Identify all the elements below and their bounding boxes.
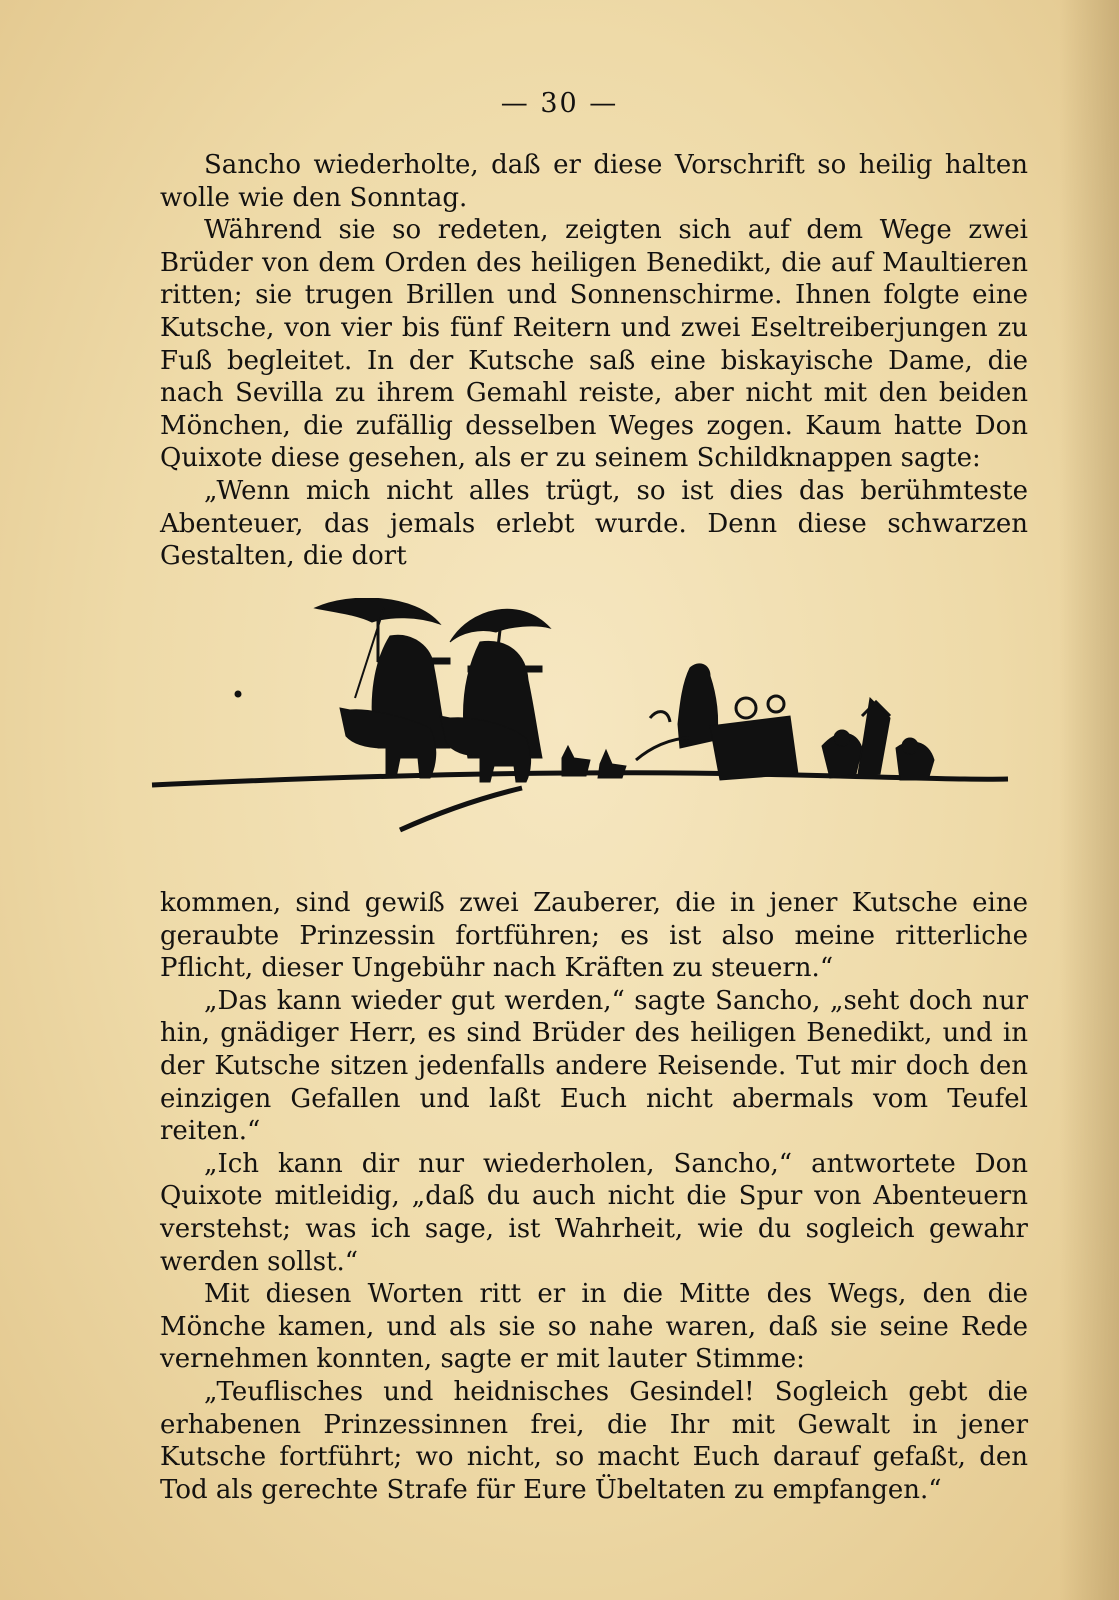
paragraph: „Ich kann dir nur wiederholen, Sancho,“ antwortete Don Quixote mitleidig, „daß du auch nicht die Spur von Abenteuern verstehst; was ich sage, ist Wahrheit, wie du sogleich gewahr werden sollst.“: [160, 1148, 1028, 1277]
text-block-top: [160, 149, 1028, 573]
paragraph: „Teuflisches und heidnisches Gesindel! Sogleich gebt die erhabenen Prinzessinnen frei, die Ihr mit Gewalt in jener Kutsche fortführt; wo nicht, so macht Euch darauf gefaßt, den Tod als gerechte Strafe für Eure Übeltaten zu empfangen.“: [160, 1376, 1028, 1505]
silhouette-illustration: [150, 598, 1030, 860]
page-number: — 30 —: [500, 88, 619, 119]
page-edge-shadow: [1059, 0, 1119, 1600]
road-stroke: [400, 788, 522, 830]
paragraph: Sancho wiederholte, daß er diese Vorschrift so heilig halten wolle wie den Sonntag.: [160, 150, 1028, 213]
paragraph: Mit diesen Worten ritt er in die Mitte des Wegs, den die Mönche kamen, und als sie so nahe waren, daß sie seine Rede vernehmen konnten, sagte er mit lauter Stimme:: [160, 1279, 1028, 1375]
text-block-bottom: [160, 887, 1028, 1506]
coach: [710, 716, 798, 780]
paragraph: „Wenn mich nicht alles trügt, so ist dies das berühmteste Abenteuer, das jemals erlebt wurde. Denn diese schwarzen Gestalten, die dort: [160, 475, 1028, 572]
paragraph: kommen, sind gewiß zwei Zauberer, die in jener Kutsche eine geraubte Prinzessin fortführen; es ist also meine ritterliche Pflicht, dieser Ungebühr nach Kräften zu steuern.“: [160, 888, 1028, 984]
paragraph: Während sie so redeten, zeigten sich auf dem Wege zwei Brüder von dem Orden des heiligen Benedikt, die auf Maultieren ritten; sie trugen Brillen und Sonnenschirme. Ihnen folgte eine Kutsche, von vier bis fünf Reitern und zwei Eseltreiberjungen zu Fuß begleitet. In der Kutsche saß eine biskayische Dame, die nach Sevilla zu ihrem Gemahl reiste, aber nicht mit den beiden Mönchen, die zufällig desselben Weges zogen. Kaum hatte Don Quixote diese gesehen, als er zu seinem Schildknappen sagte:: [160, 215, 1028, 474]
paragraph: „Das kann wieder gut werden,“ sagte Sancho, „seht doch nur hin, gnädiger Herr, es sind Brüder des heiligen Benedikt, und in der Kutsche sitzen jedenfalls andere Reisende. Tut mir doch den einzigen Gefallen und laßt Euch nicht abermals vom Teufel reiten.“: [160, 985, 1028, 1147]
